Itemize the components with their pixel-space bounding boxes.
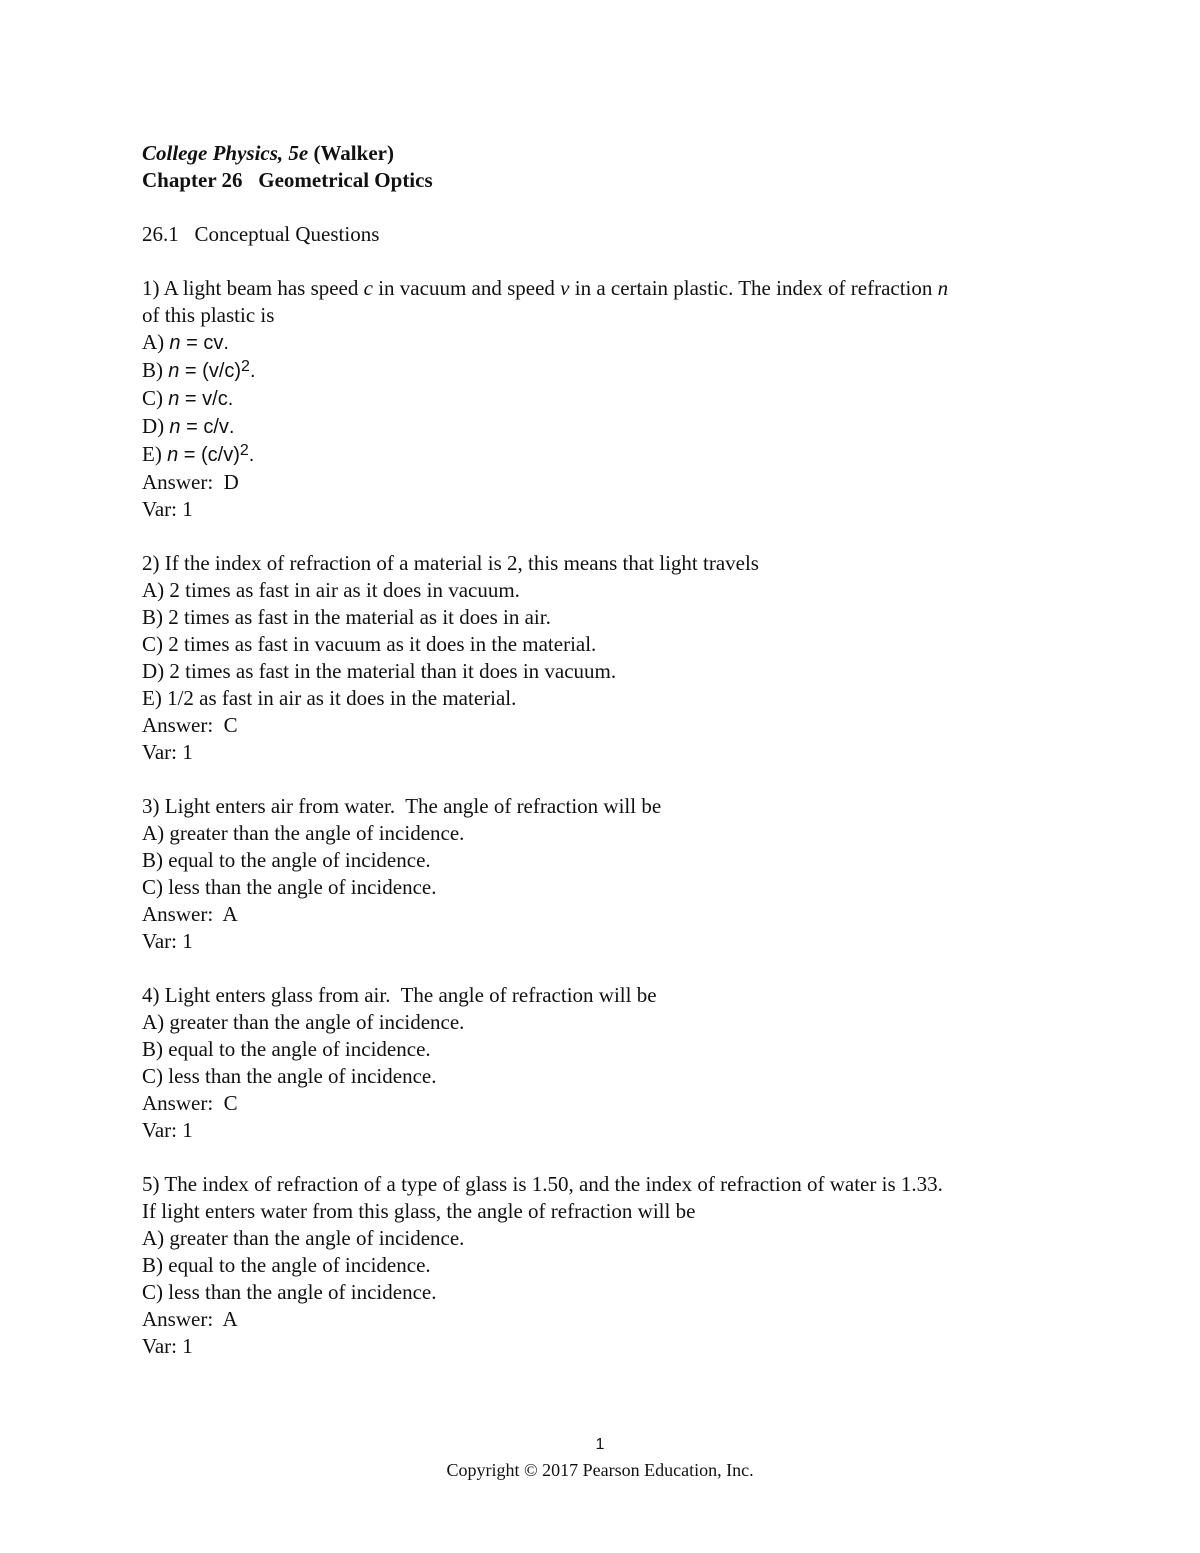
- stem-text: in vacuum and speed: [372, 276, 561, 300]
- option-label: A): [142, 330, 170, 354]
- option-c: C) less than the angle of incidence.: [142, 875, 437, 899]
- book-author: (Walker): [308, 141, 394, 165]
- question-5: [142, 1171, 1072, 1360]
- var-count: Var: 1: [142, 929, 193, 953]
- option-label: D): [142, 414, 170, 438]
- option-end: .: [227, 388, 234, 410]
- spacer: [142, 766, 1072, 793]
- book-title-text: College Physics, 5e: [142, 141, 309, 165]
- stem-text: in a certain plastic. The index of refraction: [569, 276, 938, 300]
- question-stem-line2: of this plastic is: [142, 303, 275, 327]
- option-var: n: [169, 332, 181, 354]
- answer: Answer: A: [142, 902, 238, 926]
- question-2: [142, 550, 1072, 766]
- option-a: [142, 329, 1072, 357]
- answer: Answer: D: [142, 470, 239, 494]
- var-c: c: [363, 276, 373, 300]
- option-sup: 2: [241, 358, 250, 375]
- option-expr: = v/c: [179, 388, 228, 410]
- spacer: [142, 523, 1072, 550]
- option-var: n: [168, 360, 180, 382]
- option-c: C) less than the angle of incidence.: [142, 1064, 437, 1088]
- question-stem-line2: If light enters water from this glass, the angle of refraction will be: [142, 1199, 696, 1223]
- option-var: n: [168, 388, 180, 410]
- question-stem: 5) The index of refraction of a type of glass is 1.50, and the index of refraction of water is 1.33.: [142, 1172, 943, 1196]
- option-a: A) greater than the angle of incidence.: [142, 821, 465, 845]
- option-d: D) 2 times as fast in the material than it does in vacuum.: [142, 659, 617, 683]
- option-a: A) greater than the angle of incidence.: [142, 1226, 465, 1250]
- option-label: B): [142, 358, 169, 382]
- option-end: .: [249, 360, 256, 382]
- option-e: E) 1/2 as fast in air as it does in the material.: [142, 686, 517, 710]
- option-var: n: [169, 416, 181, 438]
- option-expr: = cv: [180, 332, 224, 354]
- option-var: n: [167, 444, 179, 466]
- var-count: Var: 1: [142, 1334, 193, 1358]
- option-end: .: [223, 332, 229, 354]
- option-expr: = (c/v): [178, 444, 240, 466]
- option-c: C) 2 times as fast in vacuum as it does in the material.: [142, 632, 597, 656]
- option-b: B) equal to the angle of incidence.: [142, 1037, 431, 1061]
- book-title: [142, 140, 1072, 167]
- option-b: B) 2 times as fast in the material as it does in air.: [142, 605, 551, 629]
- var-count: Var: 1: [142, 740, 193, 764]
- option-label: E): [142, 442, 168, 466]
- answer: Answer: A: [142, 1307, 238, 1331]
- option-b: [142, 357, 1072, 385]
- option-expr: = c/v: [180, 416, 229, 438]
- option-d: [142, 413, 1072, 441]
- option-c: C) less than the angle of incidence.: [142, 1280, 437, 1304]
- option-a: A) greater than the angle of incidence.: [142, 1010, 465, 1034]
- question-1: [142, 275, 1072, 523]
- option-e: [142, 441, 1072, 469]
- question-stem: 3) Light enters air from water. The angle of refraction will be: [142, 794, 662, 818]
- option-b: B) equal to the angle of incidence.: [142, 1253, 431, 1277]
- stem-text: 1) A light beam has speed: [142, 276, 364, 300]
- question-3: [142, 793, 1072, 955]
- question-4: [142, 982, 1072, 1144]
- section-heading: 26.1 Conceptual Questions: [142, 222, 380, 246]
- question-stem: [142, 275, 1072, 302]
- option-a: A) 2 times as fast in air as it does in vacuum.: [142, 578, 520, 602]
- var-count: Var: 1: [142, 497, 193, 521]
- answer: Answer: C: [142, 713, 238, 737]
- page-content: [142, 140, 1072, 1360]
- copyright-notice: Copyright © 2017 Pearson Education, Inc.: [446, 1460, 754, 1480]
- var-v: v: [560, 276, 570, 300]
- option-expr: = (v/c): [179, 360, 242, 382]
- spacer: [142, 248, 1072, 275]
- var-n: n: [937, 276, 949, 300]
- page-number: 1: [595, 1436, 605, 1453]
- question-stem: 2) If the index of refraction of a material is 2, this means that light travels: [142, 551, 759, 575]
- option-c: [142, 385, 1072, 413]
- option-sup: 2: [239, 442, 249, 459]
- spacer: [142, 194, 1072, 221]
- spacer: [142, 1144, 1072, 1171]
- option-label: C): [142, 386, 169, 410]
- question-stem: 4) Light enters glass from air. The angle of refraction will be: [142, 983, 657, 1007]
- spacer: [142, 955, 1072, 982]
- answer: Answer: C: [142, 1091, 238, 1115]
- option-end: .: [228, 416, 235, 438]
- option-end: .: [248, 444, 255, 466]
- chapter-title: Chapter 26 Geometrical Optics: [142, 168, 433, 192]
- var-count: Var: 1: [142, 1118, 193, 1142]
- option-b: B) equal to the angle of incidence.: [142, 848, 431, 872]
